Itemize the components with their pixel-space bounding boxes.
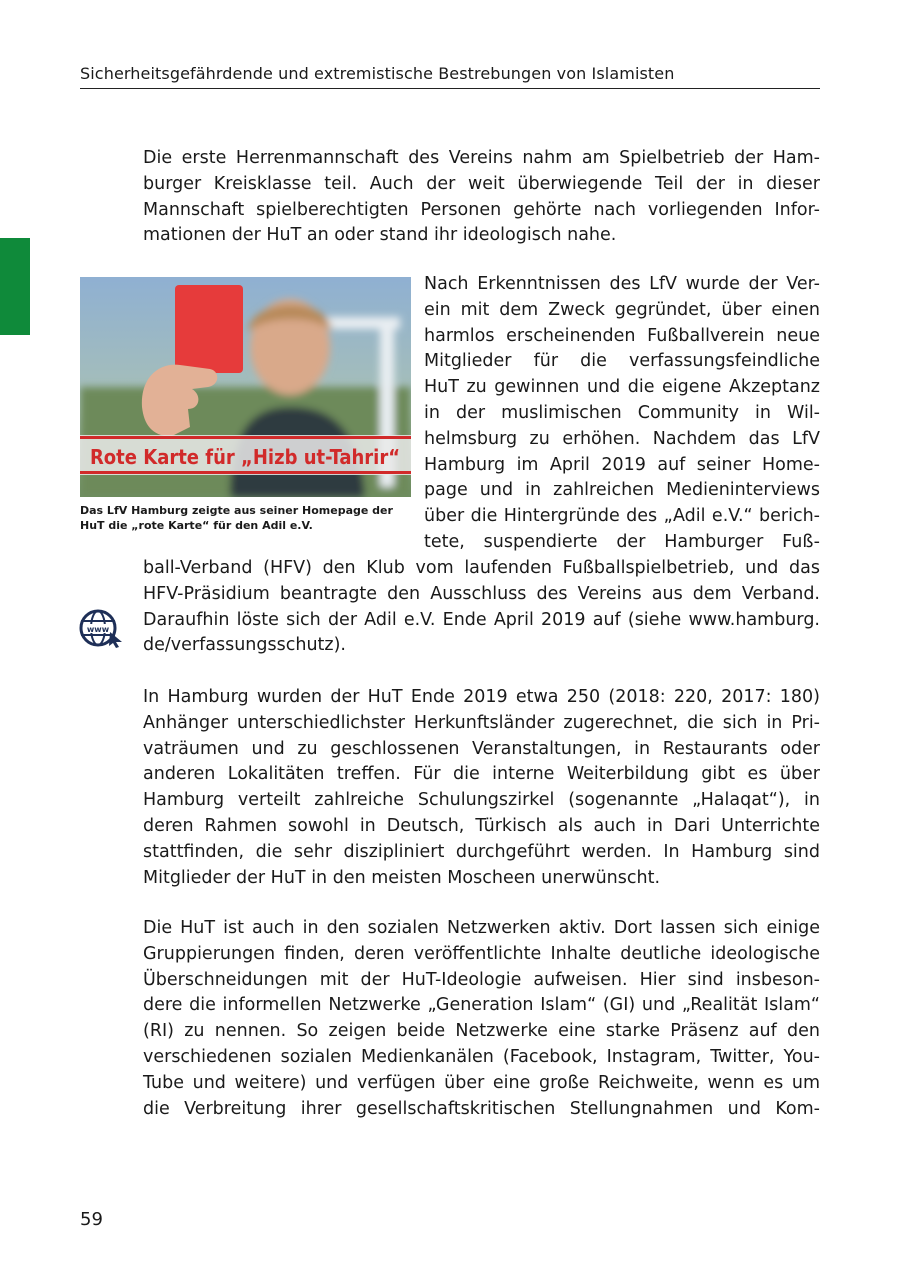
text-line: Mitglieder für die verfassungsfeindliche	[424, 351, 820, 372]
text-line: ein mit dem Zweck gegründet, über einen	[424, 299, 820, 320]
globe-cursor-icon	[78, 608, 124, 648]
www-label: www	[86, 625, 110, 634]
text-line: Hamburg im April 2019 auf seiner Home-	[424, 454, 820, 475]
running-header: Sicherheitsgefährdende und extremistische Bestrebungen von Islamisten	[80, 64, 820, 89]
text-line: verschiedenen sozialen Medienkanälen (Facebook, Instagram, Twitter, You-	[143, 1046, 820, 1067]
text-line: Gruppierungen finden, deren veröffentlichte Inhalte deutliche ideologische	[143, 943, 820, 964]
text-line: Hamburg verteilt zahlreiche Schulungszirkel (sogenannte „Halaqat“), in	[143, 790, 820, 811]
text-line: vaträumen und zu geschlossenen Veranstaltungen, in Restaurants oder	[143, 738, 820, 759]
paragraph-2-narrow	[424, 272, 820, 556]
text-line: tete, suspendierte der Hamburger Fuß-	[424, 531, 820, 552]
text-line: HuT zu gewinnen und die eigene Akzeptanz	[424, 377, 820, 398]
text-line: in der muslimischen Community in Wil-	[424, 402, 820, 423]
text-line: Nach Erkenntnissen des LfV wurde der Ver-	[424, 274, 820, 294]
text-line: anderen Lokalitäten treffen. Für die interne Weiterbildung gibt es über	[143, 764, 820, 785]
text-line: ball-Verband (HFV) den Klub vom laufenden Fußballspielbetrieb, und das	[143, 558, 820, 578]
text-line: de/verfassungsschutz).	[143, 635, 346, 656]
text-line: Mitglieder der HuT in den meisten Moscheen unerwünscht.	[143, 867, 661, 888]
paragraph-2-wide	[143, 556, 820, 659]
figure-photo	[80, 277, 411, 497]
text-line: HFV-Präsidium beantragte den Ausschluss des Vereins aus dem Verband.	[143, 583, 820, 604]
paragraph-3	[143, 685, 820, 891]
page-number: 59	[80, 1209, 103, 1230]
text-line: (RI) zu nennen. So zeigen beide Netzwerke eine starke Präsenz auf den	[143, 1021, 820, 1042]
paragraph-1	[143, 146, 820, 249]
text-line: deren Rahmen sowohl in Deutsch, Türkisch als auch in Dari Unterrichte	[143, 815, 820, 836]
text-line: Tube und weitere) und verfügen über eine große Reichweite, wenn es um	[143, 1072, 820, 1093]
text-line: harmlos erscheinenden Fußballverein neue	[424, 325, 820, 346]
text-line: helmsburg zu erhöhen. Nachdem das LfV	[424, 428, 820, 449]
text-line: Die erste Herrenmannschaft des Vereins nahm am Spielbetrieb der Ham-	[143, 148, 820, 168]
text-line: page und in zahlreichen Medieninterviews	[424, 480, 820, 501]
text-line: dere die informellen Netzwerke „Generation Islam“ (GI) und „Realität Islam“	[143, 995, 820, 1016]
text-line: die Verbreitung ihrer gesellschaftskritischen Stellungnahmen und Kom-	[143, 1098, 820, 1119]
text-line: mationen der HuT an oder stand ihr ideologisch nahe.	[143, 225, 617, 246]
text-line: stattfinden, die sehr diszipliniert durchgeführt werden. In Hamburg sind	[143, 841, 820, 862]
text-line: Überschneidungen mit der HuT-Ideologie aufweisen. Hier sind insbeson-	[143, 969, 820, 990]
banner-text: Rote Karte für „Hizb ut-Tahrir“	[89, 445, 401, 469]
text-line: Die HuT ist auch in den sozialen Netzwerken aktiv. Dort lassen sich einige	[143, 918, 820, 938]
chapter-color-tab	[0, 238, 30, 335]
text-line: über die Hintergründe des „Adil e.V.“ berich-	[424, 506, 820, 527]
text-line: burger Kreisklasse teil. Auch der weit überwiegende Teil der in dieser	[143, 173, 820, 194]
text-line: Daraufhin löste sich der Adil e.V. Ende April 2019 auf (siehe www.hamburg.	[143, 609, 820, 630]
paragraph-4	[143, 916, 820, 1122]
figure-caption: Das LfV Hamburg zeigte aus seiner Homepage der HuT die „rote Karte“ für den Adil e.V.	[80, 504, 393, 532]
red-card-photo	[80, 277, 411, 497]
text-line: Mannschaft spielberechtigten Personen gehörte nach vorliegenden Infor-	[143, 199, 820, 220]
text-line: In Hamburg wurden der HuT Ende 2019 etwa 250 (2018: 220, 2017: 180)	[143, 687, 820, 707]
text-line: Anhänger unterschiedlichster Herkunftsländer zugerechnet, die sich in Pri-	[143, 712, 820, 733]
